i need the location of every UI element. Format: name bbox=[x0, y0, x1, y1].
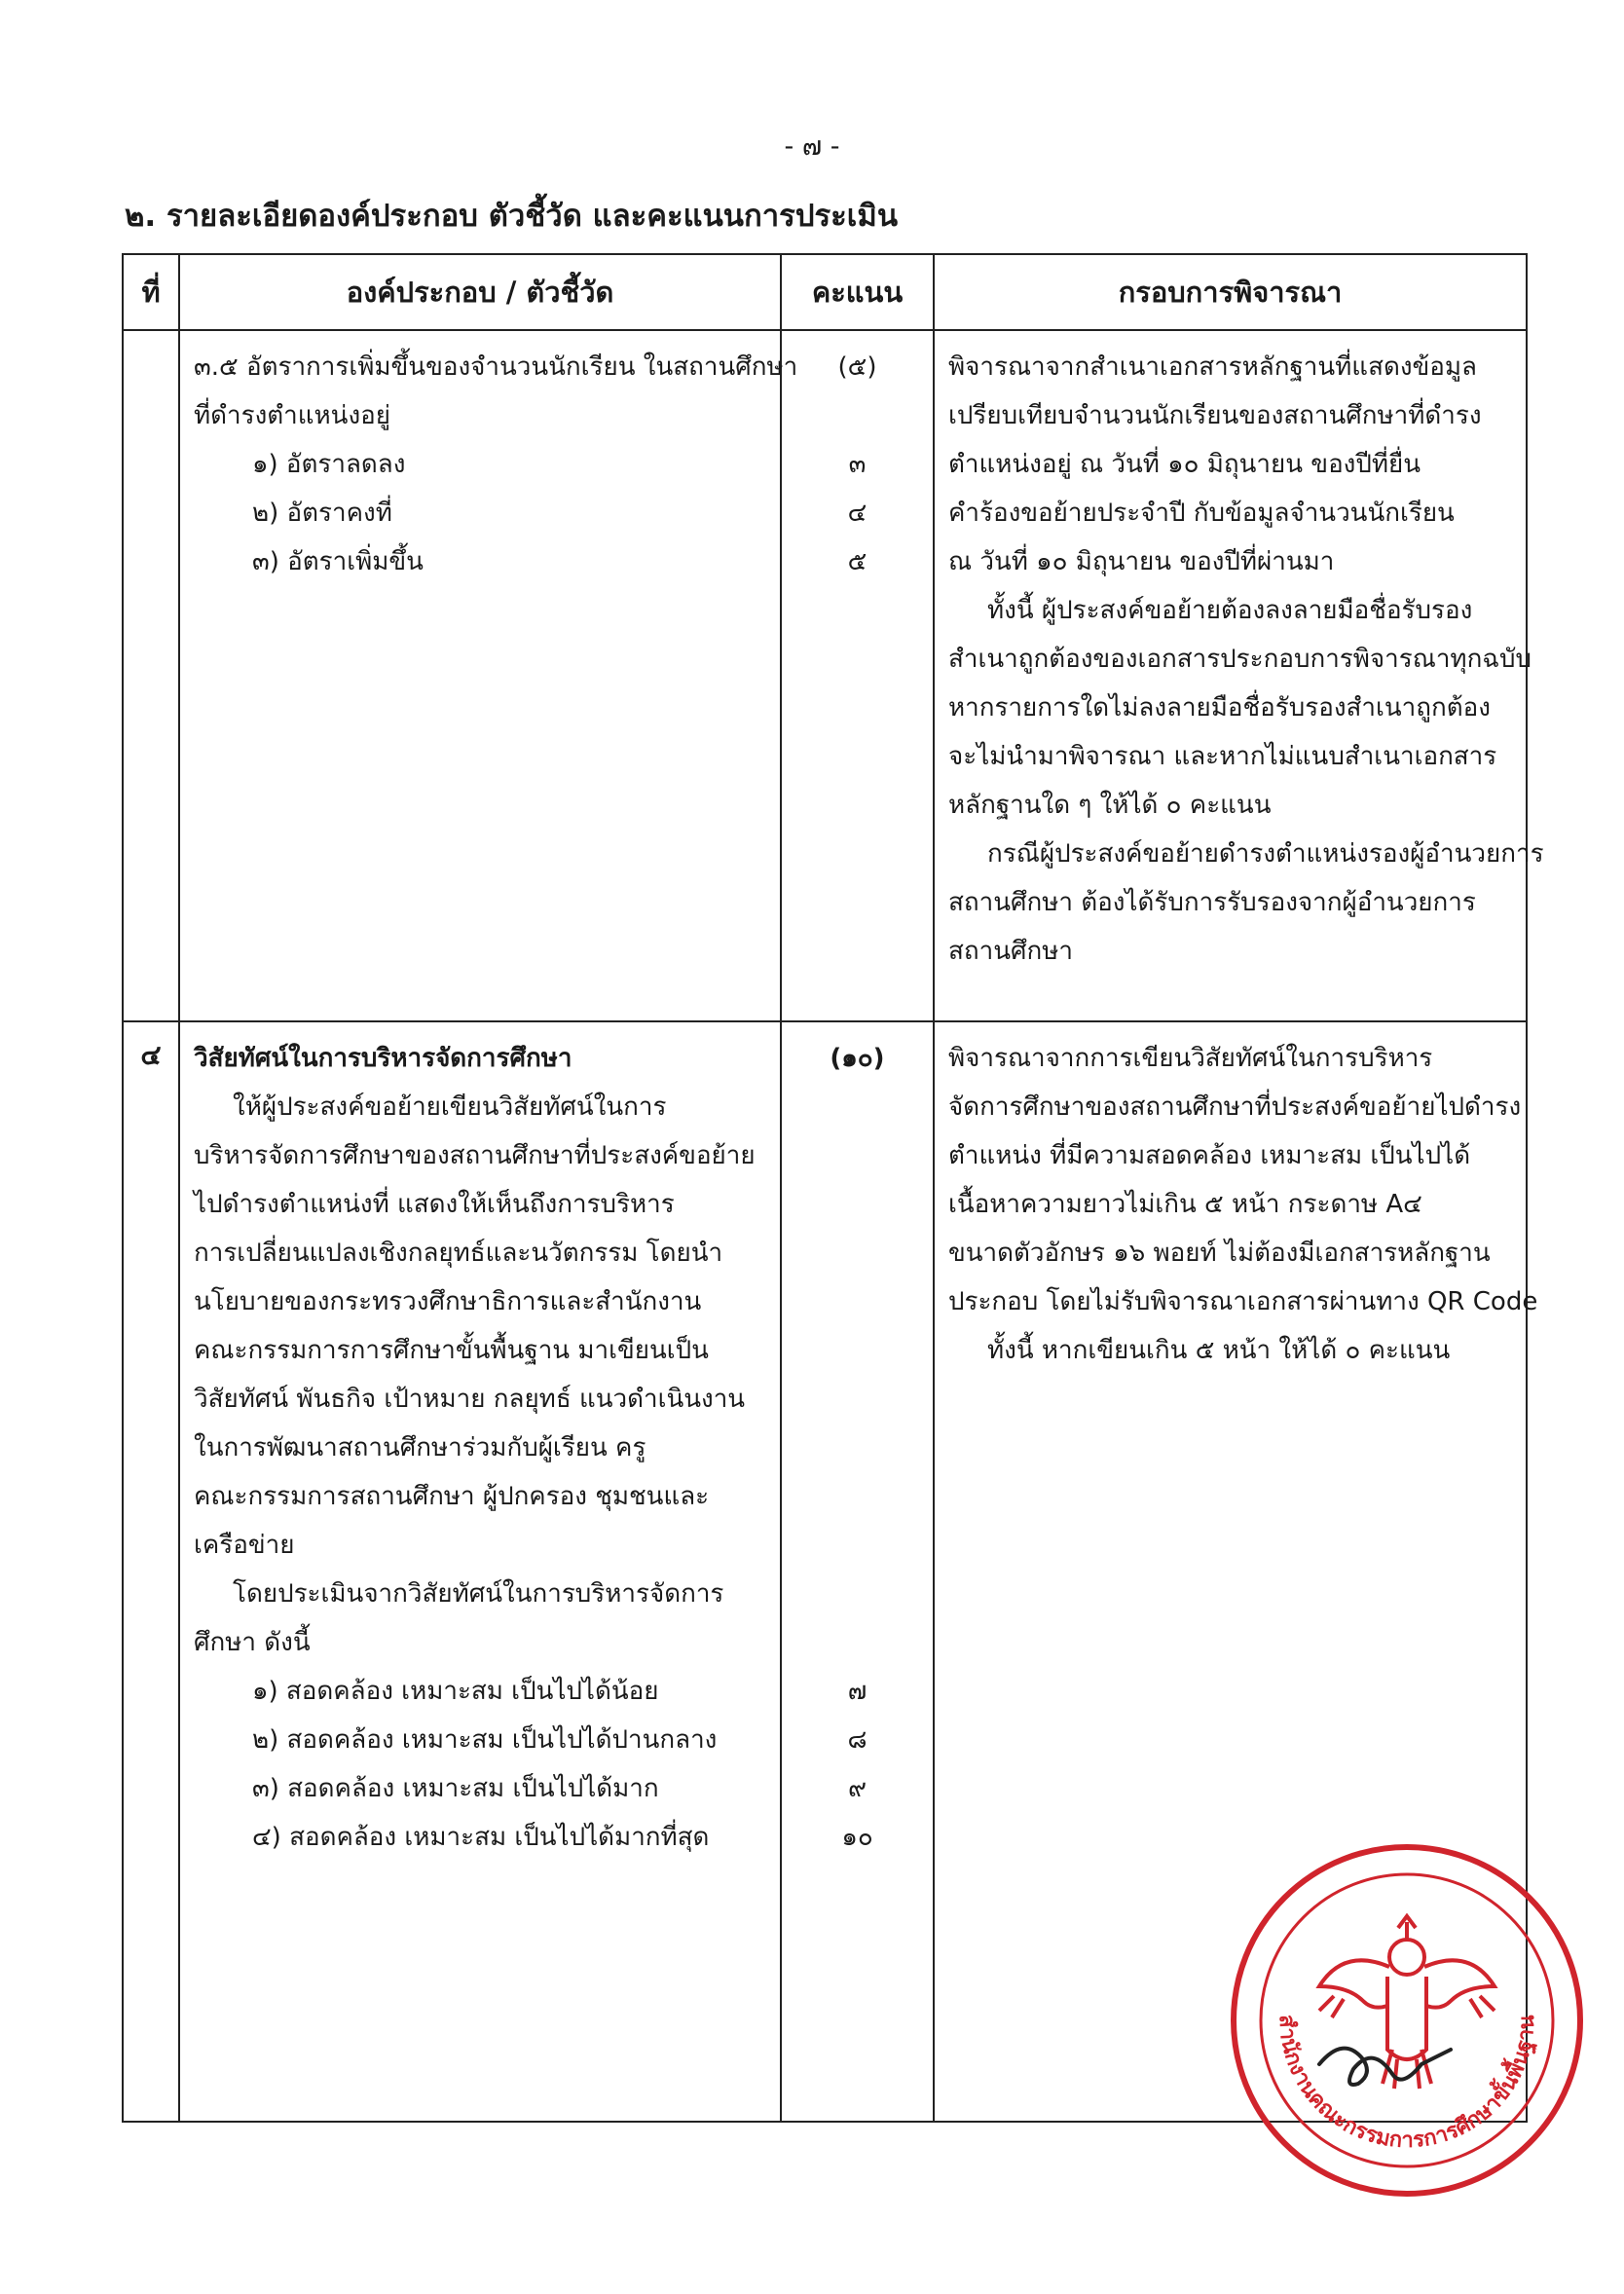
component-cell bbox=[179, 330, 798, 1021]
score-item: ๓ bbox=[848, 450, 867, 479]
row-number: ๔ bbox=[123, 1021, 179, 2122]
score-spacer bbox=[795, 391, 919, 440]
criteria-line: ณ วันที่ ๑๐ มิถุนายน ของปีที่ผ่านมา bbox=[948, 547, 1335, 576]
criteria-line: เปรียบเทียบจำนวนนักเรียนของสถานศึกษาที่ดำรง bbox=[948, 401, 1482, 430]
score-item: ๗ bbox=[847, 1677, 867, 1706]
component-title: วิสัยทัศน์ในการบริหารจัดการศึกษา bbox=[194, 1044, 572, 1073]
list-item: ๒) สอดคล้อง เหมาะสม เป็นไปได้ปานกลาง bbox=[252, 1725, 718, 1755]
paragraph-line: นโยบายของกระทรวงศึกษาธิการและสำนักงาน bbox=[194, 1287, 702, 1316]
score-spacer bbox=[795, 1326, 919, 1375]
criteria-line: ขนาดตัวอักษร ๑๖ พอยท์ ไม่ต้องมีเอกสารหลักฐาน bbox=[948, 1239, 1491, 1268]
score-cell bbox=[781, 1021, 934, 2122]
header-component: องค์ประกอบ / ตัวชี้วัด bbox=[179, 254, 781, 330]
paragraph-line: วิสัยทัศน์ พันธกิจ เป้าหมาย กลยุทธ์ แนวดำเนินงาน bbox=[194, 1385, 746, 1414]
list-item: ๑) อัตราลดลง bbox=[252, 450, 406, 479]
criteria-cell bbox=[934, 330, 1544, 1021]
paragraph-line: โดยประเมินจากวิสัยทัศน์ในการบริหารจัดการ bbox=[233, 1579, 724, 1609]
table-header-row bbox=[123, 254, 1527, 330]
criteria-line: จะไม่นำมาพิจารณา และหากไม่แนบสำเนาเอกสาร bbox=[948, 742, 1497, 771]
criteria-line: ตำแหน่งอยู่ ณ วันที่ ๑๐ มิถุนายน ของปีที่ยื่น bbox=[948, 450, 1421, 479]
header-score: คะแนน bbox=[781, 254, 934, 330]
list-item: ๑) สอดคล้อง เหมาะสม เป็นไปได้น้อย bbox=[252, 1677, 659, 1706]
score-total: (๕) bbox=[837, 352, 877, 382]
score-cell bbox=[781, 330, 934, 1021]
score-item: ๙ bbox=[847, 1774, 867, 1803]
criteria-line: สำเนาถูกต้องของเอกสารประกอบการพิจารณาทุกฉบับ bbox=[948, 645, 1532, 674]
criteria-line: กรณีผู้ประสงค์ขอย้ายดำรงตำแหน่งรองผู้อำนวยการ bbox=[987, 839, 1544, 869]
header-criteria: กรอบการพิจารณา bbox=[934, 254, 1527, 330]
list-item: ๓) อัตราเพิ่มขึ้น bbox=[252, 547, 424, 576]
criteria-line: พิจารณาจากสำเนาเอกสารหลักฐานที่แสดงข้อมูล bbox=[948, 352, 1477, 382]
indicator-title-cont: ที่ดำรงตำแหน่งอยู่ bbox=[194, 401, 390, 430]
component-cell bbox=[179, 1021, 781, 2122]
paragraph-line: ไปดำรงตำแหน่งที่ แสดงให้เห็นถึงการบริหาร bbox=[194, 1190, 675, 1219]
page-number: - ๗ - bbox=[784, 131, 840, 162]
paragraph-line: ให้ผู้ประสงค์ขอย้ายเขียนวิสัยทัศน์ในการ bbox=[233, 1092, 667, 1122]
header-no: ที่ bbox=[123, 254, 179, 330]
list-item: ๓) สอดคล้อง เหมาะสม เป็นไปได้มาก bbox=[252, 1774, 659, 1803]
score-spacer bbox=[795, 1277, 919, 1326]
criteria-line: ทั้งนี้ หากเขียนเกิน ๕ หน้า ให้ได้ ๐ คะแนน bbox=[987, 1336, 1451, 1365]
score-total: (๑๐) bbox=[830, 1044, 885, 1073]
criteria-line: จัดการศึกษาของสถานศึกษาที่ประสงค์ขอย้ายไปดำรง bbox=[948, 1092, 1522, 1122]
paragraph-line: บริหารจัดการศึกษาของสถานศึกษาที่ประสงค์ขอย้าย bbox=[194, 1141, 756, 1170]
paragraph-line: คณะกรรมการสถานศึกษา ผู้ปกครอง ชุมชนและ bbox=[194, 1482, 710, 1511]
criteria-line: คำร้องขอย้ายประจำปี กับข้อมูลจำนวนนักเรียน bbox=[948, 499, 1455, 528]
score-spacer bbox=[795, 1618, 919, 1667]
criteria-line: ตำแหน่ง ที่มีความสอดคล้อง เหมาะสม เป็นไปได้ bbox=[948, 1141, 1471, 1170]
score-spacer bbox=[795, 1131, 919, 1180]
score-item: ๕ bbox=[847, 547, 867, 576]
score-spacer bbox=[795, 1180, 919, 1229]
criteria-line: สถานศึกษา ต้องได้รับการรับรองจากผู้อำนวยการ bbox=[948, 888, 1476, 917]
paragraph-line: คณะกรรมการการศึกษาขั้นพื้นฐาน มาเขียนเป็น bbox=[194, 1336, 709, 1365]
score-item: ๘ bbox=[847, 1725, 867, 1755]
criteria-line: พิจารณาจากการเขียนวิสัยทัศน์ในการบริหาร bbox=[948, 1044, 1433, 1073]
score-spacer bbox=[795, 1521, 919, 1570]
table-row bbox=[123, 330, 1527, 1021]
criteria-line: หลักฐานใด ๆ ให้ได้ ๐ คะแนน bbox=[948, 791, 1272, 820]
indicator-title: ๓.๕ อัตราการเพิ่มขึ้นของจำนวนนักเรียน ในสถานศึกษา bbox=[194, 352, 798, 382]
score-item: ๑๐ bbox=[841, 1823, 873, 1852]
paragraph-line: ศึกษา ดังนี้ bbox=[194, 1628, 311, 1657]
score-spacer bbox=[795, 1083, 919, 1131]
criteria-line: ทั้งนี้ ผู้ประสงค์ขอย้ายต้องลงลายมือชื่อรับรอง bbox=[987, 596, 1473, 625]
score-spacer bbox=[795, 1570, 919, 1618]
score-item: ๔ bbox=[847, 499, 867, 528]
criteria-line: สถานศึกษา bbox=[948, 937, 1073, 966]
criteria-line: ประกอบ โดยไม่รับพิจารณาเอกสารผ่านทาง QR Code bbox=[948, 1287, 1538, 1316]
paragraph-line: การเปลี่ยนแปลงเชิงกลยุทธ์และนวัตกรรม โดยนำ bbox=[194, 1239, 723, 1268]
score-spacer bbox=[795, 1424, 919, 1472]
score-spacer bbox=[795, 1472, 919, 1521]
criteria-line: หากรายการใดไม่ลงลายมือชื่อรับรองสำเนาถูกต้อง bbox=[948, 693, 1491, 722]
list-item: ๒) อัตราคงที่ bbox=[252, 499, 392, 528]
official-seal bbox=[1227, 1840, 1587, 2201]
svg-text:สำนักงานคณะกรรมการการศึกษาขั้น: สำนักงานคณะกรรมการการศึกษาขั้นพื้นฐาน bbox=[1273, 2014, 1540, 2154]
paragraph-line: ในการพัฒนาสถานศึกษาร่วมกับผู้เรียน ครู bbox=[194, 1433, 646, 1462]
garuda-icon bbox=[1319, 1916, 1495, 2089]
criteria-line: เนื้อหาความยาวไม่เกิน ๕ หน้า กระดาษ A๔ bbox=[948, 1190, 1422, 1219]
list-item: ๔) สอดคล้อง เหมาะสม เป็นไปได้มากที่สุด bbox=[252, 1823, 710, 1852]
score-spacer bbox=[795, 1375, 919, 1424]
section-heading: ๒. รายละเอียดองค์ประกอบ ตัวชี้วัด และคะแนนการประเมิน bbox=[125, 199, 899, 234]
row-number bbox=[123, 330, 179, 1021]
score-spacer bbox=[795, 1229, 919, 1277]
paragraph-line: เครือข่าย bbox=[194, 1531, 295, 1560]
